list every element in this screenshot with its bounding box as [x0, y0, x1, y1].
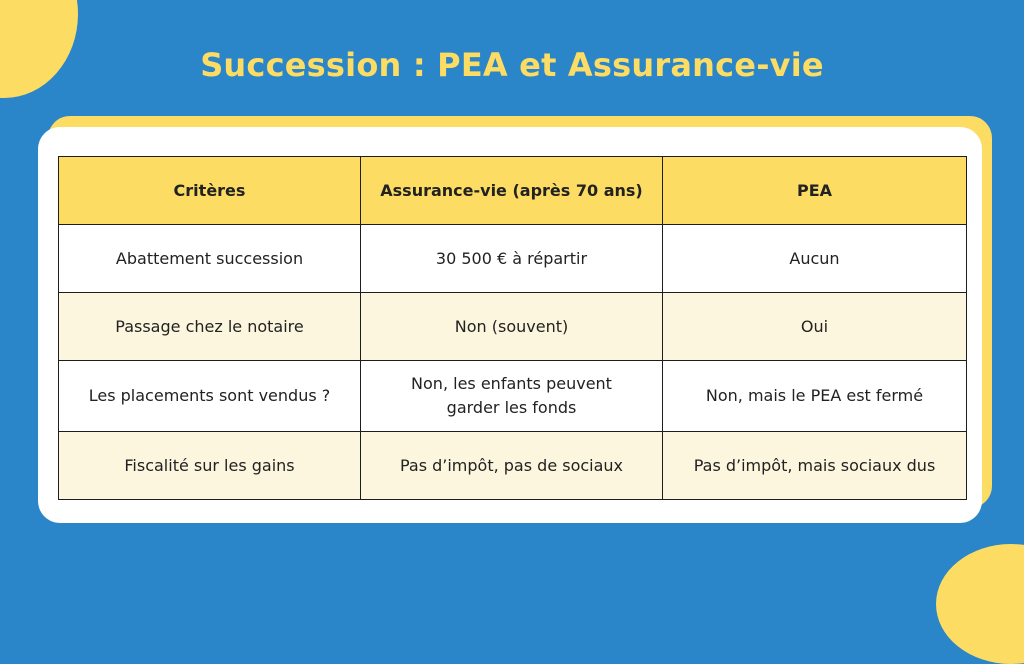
- row-assurance-vie-value: Non (souvent): [361, 293, 663, 361]
- table-row: [59, 361, 967, 432]
- decorative-circle-bottom-right: [936, 544, 1024, 664]
- row-pea-value: Aucun: [663, 225, 967, 293]
- row-pea-value: Pas d’impôt, mais sociaux dus: [663, 432, 967, 500]
- row-criterion: Abattement succession: [59, 225, 361, 293]
- row-assurance-vie-value: 30 500 € à répartir: [361, 225, 663, 293]
- table-row: [59, 293, 967, 361]
- header-criteria: Critères: [59, 157, 361, 225]
- row-assurance-vie-value: Non, les enfants peuvent garder les fonds: [361, 361, 663, 432]
- table-row: [59, 432, 967, 500]
- row-pea-value: Oui: [663, 293, 967, 361]
- page-title: Succession : PEA et Assurance-vie: [200, 46, 824, 84]
- row-pea-value: Non, mais le PEA est fermé: [663, 361, 967, 432]
- row-criterion: Passage chez le notaire: [59, 293, 361, 361]
- header-pea: PEA: [663, 157, 967, 225]
- comparison-table: [58, 156, 967, 500]
- row-criterion: Les placements sont vendus ?: [59, 361, 361, 432]
- table-header-row: [59, 157, 967, 225]
- table-row: [59, 225, 967, 293]
- row-criterion: Fiscalité sur les gains: [59, 432, 361, 500]
- row-assurance-vie-value: Pas d’impôt, pas de sociaux: [361, 432, 663, 500]
- header-assurance-vie: Assurance-vie (après 70 ans): [361, 157, 663, 225]
